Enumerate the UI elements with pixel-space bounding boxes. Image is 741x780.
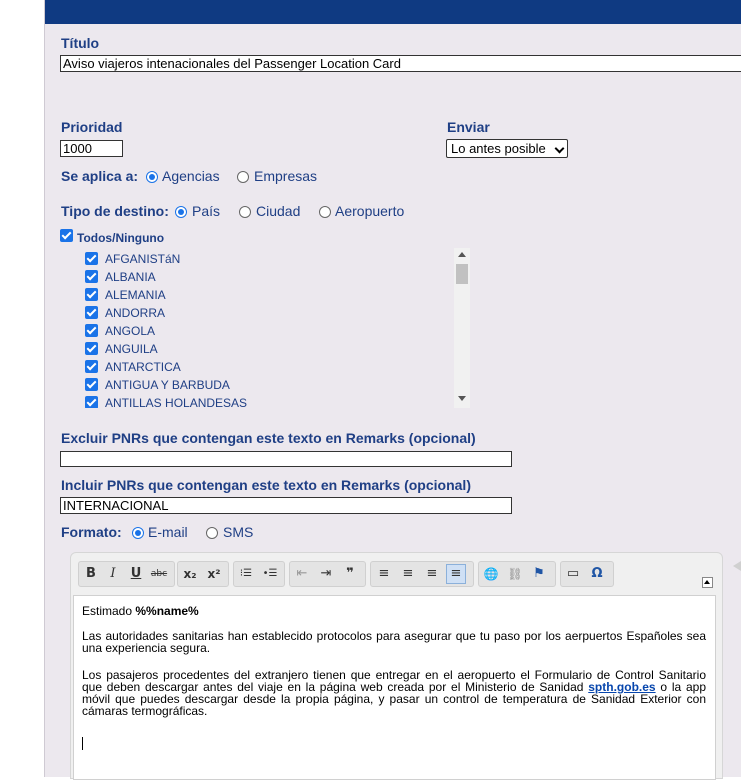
- radio-pais[interactable]: [175, 206, 187, 218]
- exclude-input[interactable]: [60, 451, 512, 467]
- list-item[interactable]: ANGOLA: [85, 322, 465, 340]
- outdent-icon[interactable]: ⇤: [296, 566, 308, 581]
- radio-sms-label: SMS: [223, 524, 254, 540]
- underline-icon[interactable]: U: [130, 566, 142, 581]
- text-cursor: [82, 737, 83, 750]
- priority-label: Prioridad: [61, 119, 123, 135]
- subscript-icon[interactable]: x₂: [183, 567, 197, 581]
- country-list-scrollbar[interactable]: [454, 248, 470, 408]
- editor-paragraph-2: Los pasajeros procedentes del extranjero tienen que entregar en el aeropuerto el Formulario de Control Sanitario que deben descargar antes del viaje en la página web creada por el Ministerio de Sanidad spth.gob.es o la app móvil que puedes descargar desde la propia página, y pasar un control de temperatura de Sanidad Exterior con cámaras termográficas.: [82, 668, 706, 718]
- list-item[interactable]: ALBANIA: [85, 268, 465, 286]
- editor-paragraph-1: Las autoridades sanitarias han establecido protocolos para asegurar que tu paso por los aerpuertos Españoles sea una experiencia segura.: [82, 629, 706, 655]
- header-bar: [45, 0, 741, 24]
- country-checkbox[interactable]: [85, 288, 98, 301]
- form-panel: [44, 0, 741, 777]
- country-list[interactable]: [45, 250, 475, 408]
- country-checkbox[interactable]: [85, 306, 98, 319]
- align-justify-icon[interactable]: ≡: [446, 564, 466, 584]
- link-icon[interactable]: 🌐: [483, 567, 499, 581]
- radio-agencias-label: Agencias: [162, 168, 220, 184]
- scroll-up-icon[interactable]: [458, 252, 466, 257]
- radio-sms[interactable]: [206, 527, 218, 539]
- radio-empresas-label: Empresas: [254, 168, 318, 184]
- list-item[interactable]: ALEMANIA: [85, 286, 465, 304]
- send-select[interactable]: [446, 139, 568, 158]
- list-item[interactable]: ANDORRA: [85, 304, 465, 322]
- title-input[interactable]: Aviso viajeros intenacionales del Passenger Location Card: [60, 55, 741, 72]
- radio-pais-label: País: [192, 203, 221, 219]
- indent-icon[interactable]: ⇥: [320, 566, 332, 581]
- superscript-icon[interactable]: x²: [207, 567, 221, 581]
- radio-empresas[interactable]: [237, 171, 249, 183]
- toolbar-group-script: [177, 561, 229, 587]
- list-item[interactable]: ANTILLAS HOLANDESAS: [85, 394, 465, 408]
- priority-input[interactable]: 1000: [60, 140, 123, 157]
- list-item[interactable]: ANTIGUA Y BARBUDA: [85, 376, 465, 394]
- collapse-toolbar-icon[interactable]: [702, 577, 713, 588]
- toolbar-group-lists: [233, 561, 285, 587]
- anchor-flag-icon[interactable]: ⚑: [533, 566, 545, 581]
- list-item[interactable]: ANGUILA: [85, 340, 465, 358]
- align-left-icon[interactable]: ≡: [378, 566, 390, 581]
- include-label: Incluir PNRs que contengan este texto en Remarks (opcional): [61, 477, 471, 493]
- italic-icon[interactable]: I: [110, 566, 116, 581]
- toolbar-group-links: [478, 561, 556, 587]
- numbered-list-icon[interactable]: ⁝☰: [239, 568, 253, 579]
- all-none-label: Todos/Ninguno: [77, 231, 165, 245]
- radio-ciudad-label: Ciudad: [256, 203, 301, 219]
- list-item[interactable]: ANTARCTICA: [85, 358, 465, 376]
- align-center-icon[interactable]: ≡: [402, 566, 414, 581]
- chevron-down-icon: [555, 144, 565, 154]
- format-label: Formato:: [61, 524, 122, 540]
- side-arrow-icon: [733, 561, 741, 571]
- unlink-icon[interactable]: ⛓: [507, 567, 523, 581]
- scroll-down-icon[interactable]: [458, 396, 466, 401]
- list-item[interactable]: AFGANISTáN: [85, 250, 465, 268]
- toolbar-group-indent: [289, 561, 366, 587]
- country-checkbox[interactable]: [85, 396, 98, 408]
- toolbar-group-text: [78, 561, 175, 587]
- send-select-value: Lo antes posible: [451, 141, 546, 156]
- all-none-checkbox[interactable]: [60, 229, 73, 242]
- title-label: Título: [61, 35, 100, 51]
- bold-icon[interactable]: B: [86, 566, 96, 581]
- rich-text-editor[interactable]: [70, 552, 723, 779]
- editor-content[interactable]: [73, 595, 716, 780]
- country-checkbox[interactable]: [85, 270, 98, 283]
- strikethrough-icon[interactable]: abc: [150, 569, 168, 579]
- country-checkbox[interactable]: [85, 342, 98, 355]
- dest-label: Tipo de destino:: [61, 203, 169, 219]
- country-checkbox[interactable]: [85, 360, 98, 373]
- radio-aeropuerto[interactable]: [319, 206, 331, 218]
- radio-ciudad[interactable]: [239, 206, 251, 218]
- special-char-icon[interactable]: Ω: [591, 566, 603, 581]
- exclude-label: Excluir PNRs que contengan este texto en Remarks (opcional): [61, 430, 476, 446]
- country-checkbox[interactable]: [85, 324, 98, 337]
- toolbar-group-align: [370, 561, 474, 587]
- send-label: Enviar: [447, 119, 490, 135]
- scroll-thumb[interactable]: [456, 264, 468, 284]
- horizontal-rule-icon[interactable]: ▭: [566, 566, 580, 581]
- radio-email[interactable]: [132, 527, 144, 539]
- country-checkbox[interactable]: [85, 252, 98, 265]
- radio-agencias[interactable]: [146, 171, 158, 183]
- applies-label: Se aplica a:: [61, 168, 139, 184]
- editor-greeting: Estimado %%name%: [82, 604, 199, 618]
- country-checkbox[interactable]: [85, 378, 98, 391]
- align-right-icon[interactable]: ≡: [426, 566, 438, 581]
- bulleted-list-icon[interactable]: •☰: [262, 568, 278, 579]
- toolbar-group-insert: [560, 561, 614, 587]
- include-input[interactable]: INTERNACIONAL: [60, 497, 512, 514]
- quote-icon[interactable]: ❞: [346, 566, 354, 581]
- spth-link[interactable]: spth.gob.es: [588, 680, 656, 694]
- radio-email-label: E-mail: [148, 524, 188, 540]
- radio-aeropuerto-label: Aeropuerto: [335, 203, 405, 219]
